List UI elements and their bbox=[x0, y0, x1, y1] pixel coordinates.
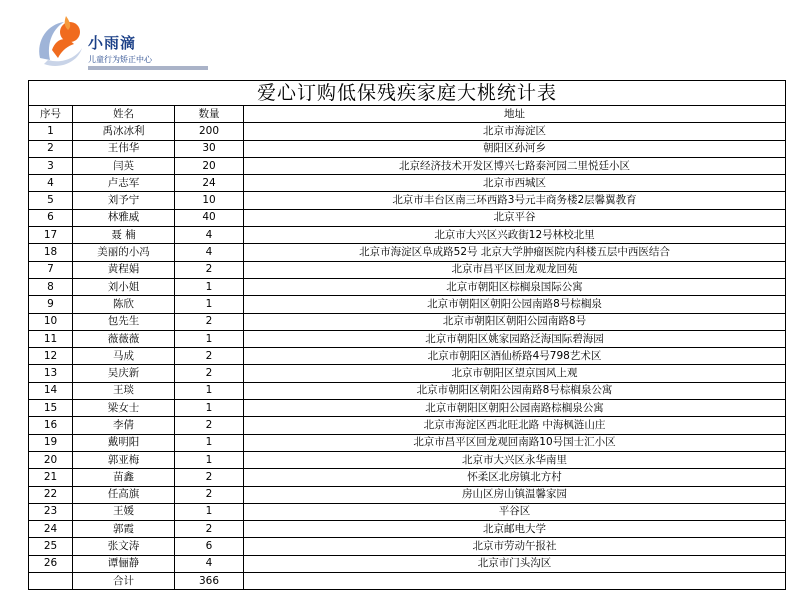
table-row bbox=[29, 261, 786, 278]
table-row bbox=[29, 451, 786, 468]
table-title: 爱心订购低保残疾家庭大桃统计表 bbox=[29, 81, 786, 106]
raindrop-logo-icon bbox=[30, 10, 88, 76]
row-quantity: 2 bbox=[175, 313, 244, 330]
row-quantity: 2 bbox=[175, 417, 244, 434]
row-name: 美丽的小冯 bbox=[73, 244, 175, 261]
row-name: 薇薇薇 bbox=[73, 330, 175, 347]
row-name: 吴庆新 bbox=[73, 365, 175, 382]
row-index: 12 bbox=[29, 348, 73, 365]
row-address: 北京经济技术开发区博兴七路泰河园二里悦廷小区 bbox=[244, 157, 786, 174]
row-name: 谭俪静 bbox=[73, 555, 175, 572]
row-address: 北京市朝阳区朝阳公园南路8号 bbox=[244, 313, 786, 330]
row-name: 王琰 bbox=[73, 382, 175, 399]
table-row bbox=[29, 503, 786, 520]
row-quantity: 20 bbox=[175, 157, 244, 174]
row-name: 林雅威 bbox=[73, 209, 175, 226]
row-name: 闫英 bbox=[73, 157, 175, 174]
row-index: 15 bbox=[29, 400, 73, 417]
brand-logo bbox=[30, 10, 230, 80]
row-quantity: 1 bbox=[175, 278, 244, 295]
header-index: 序号 bbox=[29, 106, 73, 123]
header-quantity: 数量 bbox=[175, 106, 244, 123]
table-row bbox=[29, 521, 786, 538]
row-address: 北京市朝阳区朝阳公园南路8号棕榈泉 bbox=[244, 296, 786, 313]
table-row bbox=[29, 365, 786, 382]
table-row bbox=[29, 157, 786, 174]
row-quantity: 2 bbox=[175, 486, 244, 503]
row-name: 陈欣 bbox=[73, 296, 175, 313]
row-index: 5 bbox=[29, 192, 73, 209]
row-name: 禹冰冰利 bbox=[73, 123, 175, 140]
row-quantity: 4 bbox=[175, 555, 244, 572]
row-quantity: 24 bbox=[175, 175, 244, 192]
row-name: 戴明阳 bbox=[73, 434, 175, 451]
row-index: 17 bbox=[29, 227, 73, 244]
row-name: 聂 楠 bbox=[73, 227, 175, 244]
row-index: 20 bbox=[29, 451, 73, 468]
table-row bbox=[29, 486, 786, 503]
row-address: 北京市劳动午报社 bbox=[244, 538, 786, 555]
row-name: 任高旗 bbox=[73, 486, 175, 503]
row-name: 刘小姐 bbox=[73, 278, 175, 295]
table-row bbox=[29, 382, 786, 399]
row-quantity: 1 bbox=[175, 451, 244, 468]
row-index: 1 bbox=[29, 123, 73, 140]
row-index: 3 bbox=[29, 157, 73, 174]
table-row bbox=[29, 175, 786, 192]
row-address: 朝阳区孙河乡 bbox=[244, 140, 786, 157]
row-name: 黄程娟 bbox=[73, 261, 175, 278]
row-index: 22 bbox=[29, 486, 73, 503]
row-name: 王媛 bbox=[73, 503, 175, 520]
row-address: 北京市朝阳区朝阳公园南路8号棕榈泉公寓 bbox=[244, 382, 786, 399]
row-index: 8 bbox=[29, 278, 73, 295]
row-quantity: 2 bbox=[175, 261, 244, 278]
table-row bbox=[29, 209, 786, 226]
header-address: 地址 bbox=[244, 106, 786, 123]
row-quantity: 30 bbox=[175, 140, 244, 157]
row-index: 26 bbox=[29, 555, 73, 572]
row-index: 9 bbox=[29, 296, 73, 313]
row-index: 2 bbox=[29, 140, 73, 157]
row-index: 10 bbox=[29, 313, 73, 330]
total-blank-cell bbox=[29, 573, 73, 590]
table-row bbox=[29, 296, 786, 313]
row-name: 马成 bbox=[73, 348, 175, 365]
row-quantity: 6 bbox=[175, 538, 244, 555]
table-row bbox=[29, 313, 786, 330]
row-address: 北京市门头沟区 bbox=[244, 555, 786, 572]
row-address: 北京市大兴区兴政街12号林校北里 bbox=[244, 227, 786, 244]
row-index: 4 bbox=[29, 175, 73, 192]
row-index: 7 bbox=[29, 261, 73, 278]
table-row bbox=[29, 123, 786, 140]
brand-name: 小雨滴 bbox=[88, 34, 137, 52]
table-row bbox=[29, 330, 786, 347]
row-address: 北京市西城区 bbox=[244, 175, 786, 192]
row-index: 19 bbox=[29, 434, 73, 451]
row-address: 北京平谷 bbox=[244, 209, 786, 226]
row-address: 北京市大兴区永华南里 bbox=[244, 451, 786, 468]
row-name: 刘予宁 bbox=[73, 192, 175, 209]
row-quantity: 1 bbox=[175, 400, 244, 417]
row-address: 北京市昌平区回龙观龙回苑 bbox=[244, 261, 786, 278]
brand-subtitle-line bbox=[88, 66, 208, 70]
row-name: 李倩 bbox=[73, 417, 175, 434]
row-address: 北京市朝阳区棕榈泉国际公寓 bbox=[244, 278, 786, 295]
table-row bbox=[29, 244, 786, 261]
row-address: 北京市朝阳区朝阳公园南路棕榈泉公寓 bbox=[244, 400, 786, 417]
table-row bbox=[29, 400, 786, 417]
table-row bbox=[29, 278, 786, 295]
total-label: 合计 bbox=[73, 573, 175, 590]
row-quantity: 1 bbox=[175, 503, 244, 520]
row-quantity: 2 bbox=[175, 521, 244, 538]
total-value: 366 bbox=[175, 573, 244, 590]
row-quantity: 200 bbox=[175, 123, 244, 140]
row-name: 张文涛 bbox=[73, 538, 175, 555]
table-header-row bbox=[29, 106, 786, 123]
row-quantity: 4 bbox=[175, 227, 244, 244]
row-index: 14 bbox=[29, 382, 73, 399]
table-row bbox=[29, 348, 786, 365]
row-quantity: 4 bbox=[175, 244, 244, 261]
row-address: 北京市朝阳区姚家园路泛海国际碧海园 bbox=[244, 330, 786, 347]
row-index: 18 bbox=[29, 244, 73, 261]
row-name: 卢志军 bbox=[73, 175, 175, 192]
table-body bbox=[29, 123, 786, 573]
row-quantity: 1 bbox=[175, 296, 244, 313]
row-address: 北京市丰台区南三环西路3号元丰商务楼2层馨翼教育 bbox=[244, 192, 786, 209]
table-row bbox=[29, 140, 786, 157]
row-name: 苗鑫 bbox=[73, 469, 175, 486]
total-row bbox=[29, 573, 786, 590]
table-row bbox=[29, 555, 786, 572]
row-index: 13 bbox=[29, 365, 73, 382]
row-quantity: 1 bbox=[175, 330, 244, 347]
table-row bbox=[29, 417, 786, 434]
row-name: 郭霞 bbox=[73, 521, 175, 538]
table-row bbox=[29, 469, 786, 486]
row-address: 北京市昌平区回龙观回南路10号国士汇小区 bbox=[244, 434, 786, 451]
row-name: 王伟华 bbox=[73, 140, 175, 157]
row-address: 北京市海淀区阜成路52号 北京大学肿瘤医院内科楼五层中西医结合 bbox=[244, 244, 786, 261]
row-address: 怀柔区北房镇北方村 bbox=[244, 469, 786, 486]
row-index: 25 bbox=[29, 538, 73, 555]
row-index: 6 bbox=[29, 209, 73, 226]
brand-slogan: 儿童行为矫正中心 bbox=[88, 55, 152, 64]
row-quantity: 10 bbox=[175, 192, 244, 209]
row-index: 23 bbox=[29, 503, 73, 520]
total-address-blank bbox=[244, 573, 786, 590]
statistics-table bbox=[28, 80, 786, 590]
row-quantity: 2 bbox=[175, 348, 244, 365]
table-row bbox=[29, 227, 786, 244]
table-row bbox=[29, 192, 786, 209]
row-address: 房山区房山镇温馨家园 bbox=[244, 486, 786, 503]
row-address: 北京市海淀区 bbox=[244, 123, 786, 140]
header-name: 姓名 bbox=[73, 106, 175, 123]
row-address: 北京邮电大学 bbox=[244, 521, 786, 538]
table-row bbox=[29, 434, 786, 451]
row-address: 北京市海淀区西北旺北路 中海枫涟山庄 bbox=[244, 417, 786, 434]
row-quantity: 40 bbox=[175, 209, 244, 226]
row-name: 包先生 bbox=[73, 313, 175, 330]
row-name: 梁女士 bbox=[73, 400, 175, 417]
row-address: 北京市朝阳区望京国风上观 bbox=[244, 365, 786, 382]
row-address: 平谷区 bbox=[244, 503, 786, 520]
row-quantity: 2 bbox=[175, 365, 244, 382]
row-quantity: 1 bbox=[175, 434, 244, 451]
row-name: 郭亚梅 bbox=[73, 451, 175, 468]
row-quantity: 2 bbox=[175, 469, 244, 486]
row-address: 北京市朝阳区酒仙桥路4号798艺术区 bbox=[244, 348, 786, 365]
row-index: 24 bbox=[29, 521, 73, 538]
row-quantity: 1 bbox=[175, 382, 244, 399]
row-index: 16 bbox=[29, 417, 73, 434]
row-index: 21 bbox=[29, 469, 73, 486]
table-row bbox=[29, 538, 786, 555]
row-index: 11 bbox=[29, 330, 73, 347]
